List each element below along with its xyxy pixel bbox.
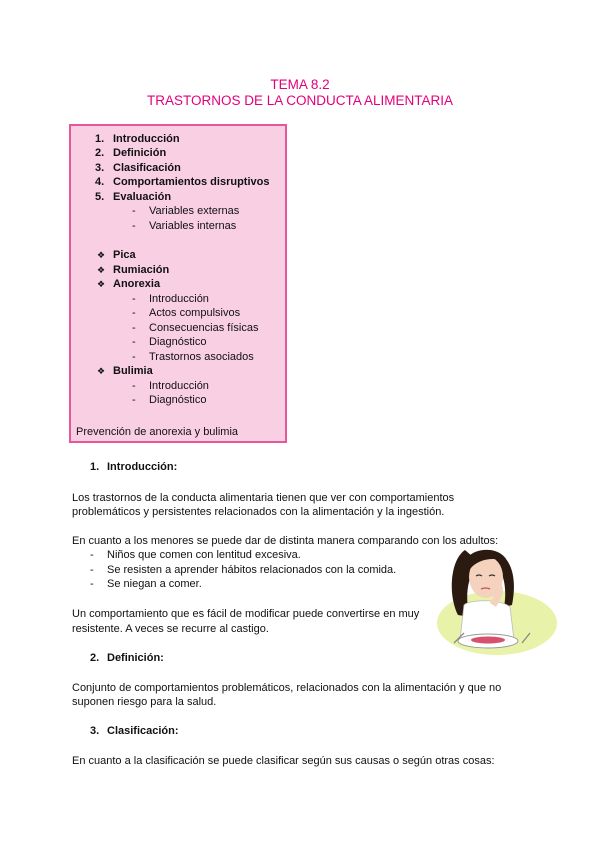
paragraph-line: Un comportamiento que es fácil de modificar puede convertirse en muy (72, 608, 420, 620)
document-title: TRASTORNOS DE LA CONDUCTA ALIMENTARIA (146, 93, 454, 108)
paragraph-line: Conjunto de comportamientos problemáticos, relacionados con la alimentación y que no (72, 682, 502, 694)
toc-sublabel: Diagnóstico (149, 394, 207, 406)
toc-bullet-label: Rumiación (113, 264, 170, 276)
list-item-text: Niños que comen con lentitud excesiva. (107, 549, 301, 561)
dash-bullet: - (132, 351, 136, 363)
paragraph-line: problemáticos y persistentes relacionados con la alimentación y la ingestión. (72, 506, 445, 518)
toc-number: 3. (95, 162, 105, 174)
toc-prevention-label: Prevención de anorexia y bulimia (76, 426, 239, 438)
toc-sublabel: Trastornos asociados (149, 351, 254, 363)
paragraph-line: En cuanto a la clasificación se puede clasificar según sus causas o según otras cosas: (72, 755, 495, 767)
section-number: 1. (90, 461, 100, 473)
food (471, 637, 505, 644)
dash-bullet: - (132, 293, 136, 305)
toc-label: Evaluación (113, 191, 172, 203)
toc-sublabel: Introducción (149, 380, 209, 392)
dash-bullet: - (132, 307, 136, 319)
section-number: 3. (90, 725, 100, 737)
toc-number: 4. (95, 176, 105, 188)
diamond-bullet-icon: ❖ (97, 279, 106, 289)
paragraph-line: En cuanto a los menores se puede dar de distinta manera comparando con los adultos: (72, 535, 499, 547)
diamond-bullet-icon: ❖ (97, 265, 106, 275)
toc-sublabel: Variables externas (149, 205, 240, 217)
toc-number: 2. (95, 147, 105, 159)
toc-label: Clasificación (113, 162, 181, 174)
toc-sublabel: Diagnóstico (149, 336, 207, 348)
paragraph-line: Los trastornos de la conducta alimentaria tienen que ver con comportamientos (72, 492, 455, 504)
dash-bullet: - (132, 380, 136, 392)
toc-bullet-label: Bulimia (113, 365, 153, 377)
toc-number: 1. (95, 133, 105, 145)
paragraph-line: suponen riesgo para la salud. (72, 696, 217, 708)
table-of-contents-box (69, 124, 287, 443)
toc-sublabel: Actos compulsivos (149, 307, 241, 319)
diamond-bullet-icon: ❖ (97, 250, 106, 260)
dash-bullet: - (132, 322, 136, 334)
toc-label: Definición (113, 147, 167, 159)
girl-eating-illustration (430, 545, 560, 660)
dash-bullet: - (132, 336, 136, 348)
dash-bullet: - (90, 549, 94, 561)
toc-label: Comportamientos disruptivos (113, 176, 270, 188)
list-item-text: Se resisten a aprender hábitos relacionados con la comida. (107, 564, 397, 576)
section-title: Introducción: (107, 461, 178, 473)
paragraph-line: resistente. A veces se recurre al castigo. (72, 623, 269, 635)
section-title: Clasificación: (107, 725, 179, 737)
section-title: Definición: (107, 652, 164, 664)
toc-sublabel: Consecuencias físicas (149, 322, 259, 334)
toc-bullet-label: Anorexia (113, 278, 161, 290)
toc-number: 5. (95, 191, 105, 203)
dash-bullet: - (90, 564, 94, 576)
list-item-text: Se niegan a comer. (107, 578, 202, 590)
dash-bullet: - (132, 394, 136, 406)
toc-sublabel: Variables internas (149, 220, 237, 232)
section-number: 2. (90, 652, 100, 664)
topic-number: TEMA 8.2 (270, 77, 330, 92)
toc-bullet-label: Pica (113, 249, 136, 261)
diamond-bullet-icon: ❖ (97, 366, 106, 376)
dash-bullet: - (132, 220, 136, 232)
toc-sublabel: Introducción (149, 293, 209, 305)
dash-bullet: - (90, 578, 94, 590)
dash-bullet: - (132, 205, 136, 217)
toc-label: Introducción (113, 133, 180, 145)
